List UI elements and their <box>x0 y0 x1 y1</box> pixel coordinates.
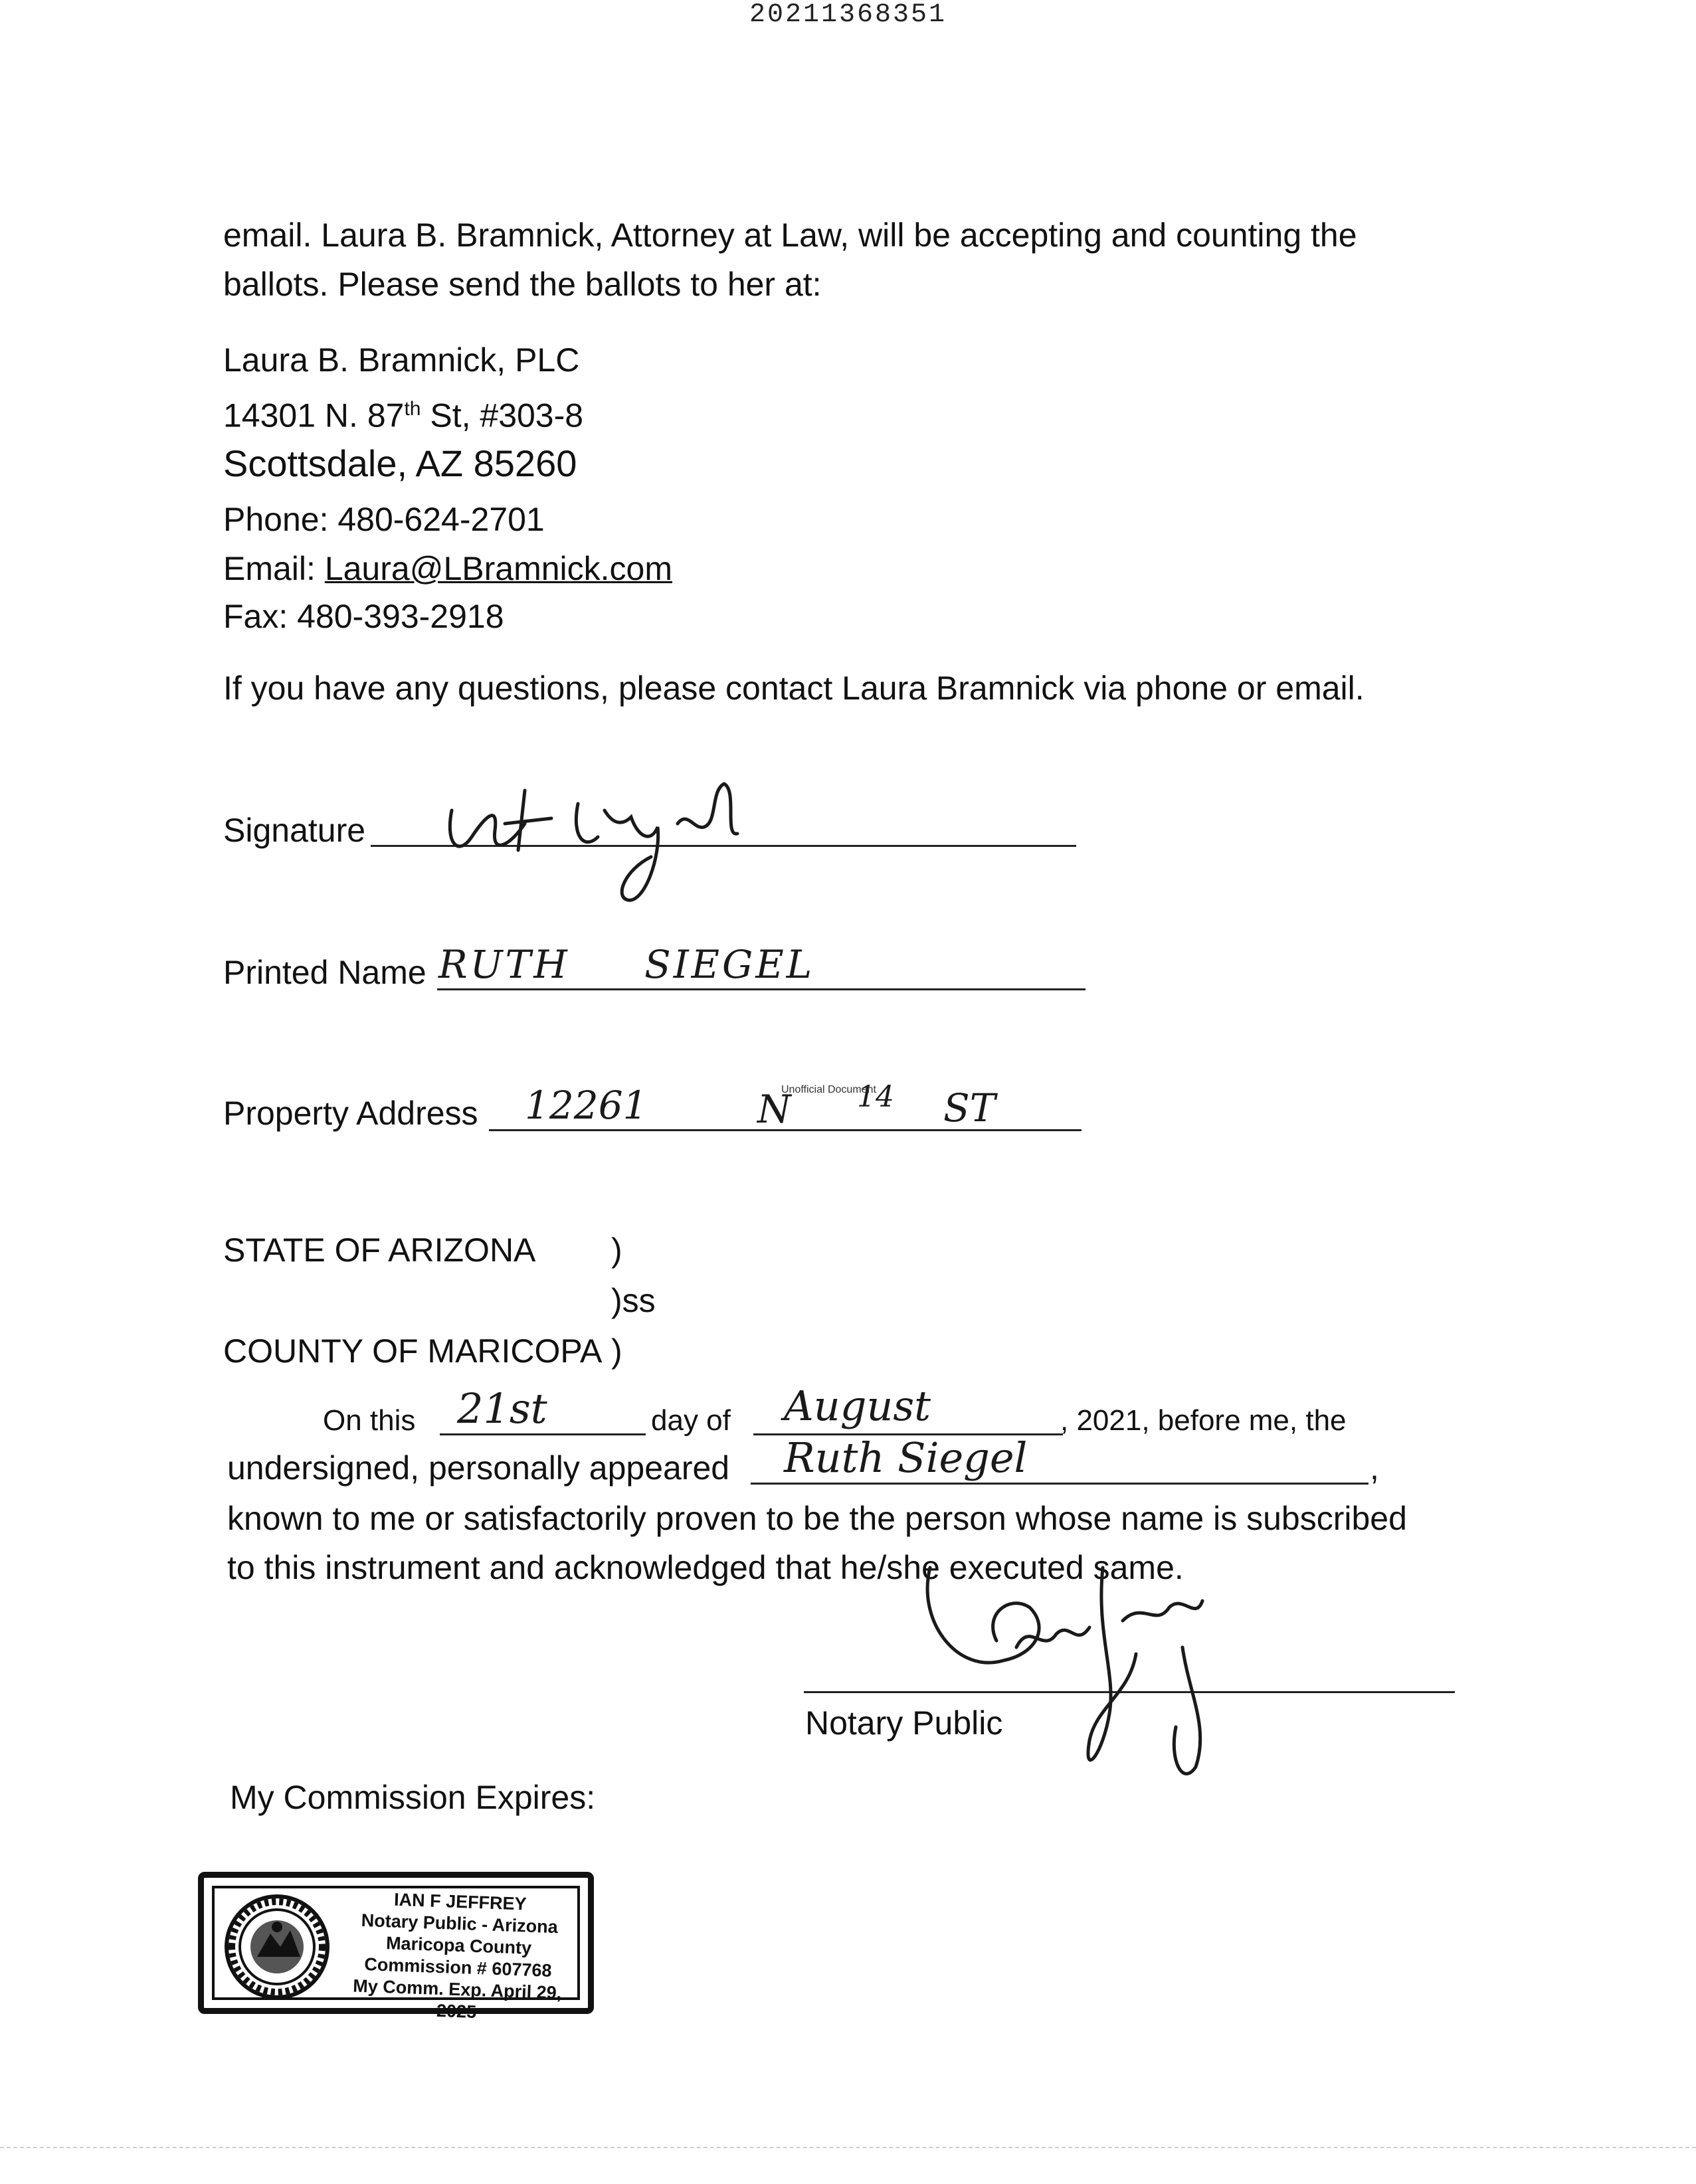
stamp-county: Maricopa County <box>385 1933 532 1958</box>
day-value: 21st <box>457 1384 547 1433</box>
email-label: Email: <box>223 550 325 587</box>
month-value: August <box>784 1382 931 1430</box>
signature-image <box>425 764 797 923</box>
property-address-direction: N <box>757 1087 791 1132</box>
ack-line-3: known to me or satisfactorily proven to be the person whose name is subscribed <box>227 1500 1407 1537</box>
printed-name-value: RUTH SIEGEL <box>438 942 815 987</box>
property-address-street-suffix: ST <box>943 1085 996 1131</box>
scan-edge-rule <box>0 2147 1696 2148</box>
address-street: 14301 N. 87th St, #303-8 <box>223 397 584 434</box>
county-label: COUNTY OF MARICOPA <box>223 1332 603 1370</box>
appeared-line <box>751 1483 1368 1485</box>
property-address-number: 12261 <box>525 1083 648 1128</box>
day-of-label: day of <box>651 1404 731 1437</box>
signature-label: Signature <box>223 812 366 849</box>
contact-note: If you have any questions, please contact Laura Bramnick via phone or email. <box>223 670 1365 707</box>
stamp-expires: My Comm. Exp. April 29, 2025 <box>352 1975 562 2022</box>
notary-signature-image <box>917 1541 1222 1793</box>
appeared-comma: , <box>1370 1449 1379 1487</box>
address-city: Scottsdale, AZ 85260 <box>223 442 577 484</box>
ack-line-4: to this instrument and acknowledged that he/she executed same. <box>227 1549 1184 1586</box>
intro-line-2: ballots. Please send the ballots to her at: <box>223 266 822 303</box>
stamp-notary-name: IAN F JEFFREY <box>393 1889 527 1914</box>
day-line <box>440 1433 646 1435</box>
stamp-commission: Commission # 607768 <box>363 1954 552 1981</box>
printed-name-label: Printed Name <box>223 954 426 991</box>
year-text: , 2021, before me, the <box>1060 1404 1347 1437</box>
unofficial-watermark: Unofficial Document <box>781 1084 876 1095</box>
address-email-row <box>223 545 672 592</box>
undersigned-label: undersigned, personally appeared <box>227 1449 730 1487</box>
intro-line-1: email. Laura B. Bramnick, Attorney at Law, will be accepting and counting the <box>223 217 1357 254</box>
on-this-label: On this <box>323 1404 416 1437</box>
county-paren: ) <box>611 1332 622 1370</box>
ss-label: )ss <box>611 1282 656 1319</box>
property-address-street-number: 14 <box>857 1080 894 1114</box>
commission-expires-label: My Commission Expires: <box>230 1779 596 1816</box>
stamp-title: Notary Public - Arizona <box>361 1910 559 1938</box>
state-paren: ) <box>611 1231 622 1269</box>
address-phone: Phone: 480-624-2701 <box>223 501 545 538</box>
address-fax: Fax: 480-393-2918 <box>223 598 504 635</box>
property-address-label: Property Address <box>223 1095 478 1132</box>
notary-public-label: Notary Public <box>805 1704 1003 1742</box>
printed-name-line <box>437 988 1085 990</box>
stamp-text <box>347 1887 571 2026</box>
notary-stamp <box>198 1872 594 2022</box>
address-name: Laura B. Bramnick, PLC <box>223 341 580 379</box>
document-number: 20211368351 <box>749 0 947 30</box>
appeared-value: Ruth Siegel <box>784 1433 1028 1482</box>
state-seal-icon <box>224 1894 330 2000</box>
email-link[interactable]: Laura@LBramnick.com <box>324 550 672 587</box>
state-label: STATE OF ARIZONA <box>223 1231 536 1269</box>
